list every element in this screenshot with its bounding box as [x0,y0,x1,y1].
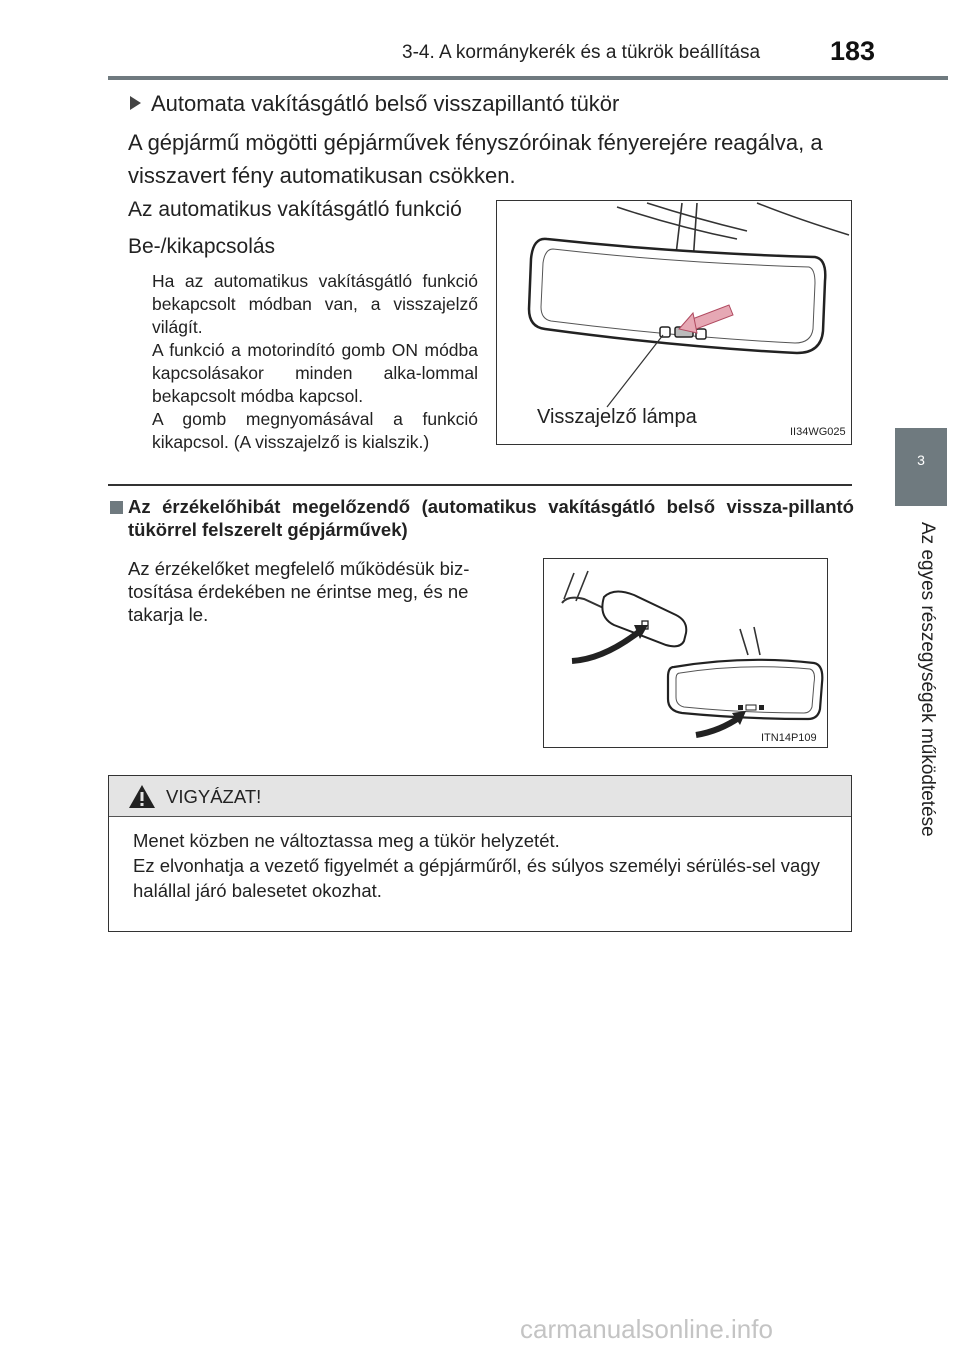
figure-code: ITN14P109 [761,732,817,744]
indicator-lamp-label: Visszajelző lámpa [537,406,697,428]
square-bullet-icon [110,501,123,514]
sensor-text: Az érzékelőket megfelelő működésük biz-tosítása érdekében ne érintse meg, és ne takarja le. [128,558,470,625]
mirror-heading [130,91,619,117]
sensor-drawing [544,559,826,746]
sensor-illustration [543,558,828,748]
caution-body [133,828,833,903]
chapter-number: 3 [917,452,925,468]
mirror-heading-text: Automata vakításgátló belső visszapillantó tükör [151,91,620,116]
switch-desc-line: A gomb megnyomásával a funkció kikapcsol. (A visszajelző is kialszik.) [152,409,478,452]
section-divider [108,484,852,486]
header-rule [108,76,948,80]
switch-desc-line: Ha az automatikus vakításgátló funkció bekapcsolt módban van, a visszajelző világít. [152,271,478,337]
figure-code: II34WG025 [790,426,846,438]
mirror-intro: A gépjármű mögötti gépjárművek fényszóróinak fényerejére reagálva, a visszavert fény automatikusan csökken. [128,130,823,188]
switch-description [152,270,478,454]
function-title: Az automatikus vakításgátló funkció [128,198,462,221]
chapter-title: Az egyes részegységek működtetése [917,522,938,837]
section-title: 3-4. A kormánykerék és a tükrök beállítása [402,42,761,63]
warning-icon [128,784,156,810]
caution-line: Ez elvonhatja a vezető figyelmét a gépjárműről, és súlyos személyi sérülés-sel vagy halállal járó balesetet okozhat. [133,855,820,901]
sensor-heading: Az érzékelőhibát megelőzendő (automatikus vakításgátló belső vissza-pillantó tükörrel felszerelt gépjárművek) [128,496,854,540]
switch-desc-line: A funkció a motorindító gomb ON módba kapcsolásakor minden alka-lommal bekapcsolt módba kapcsol. [152,340,478,406]
caution-title: VIGYÁZAT! [166,786,262,807]
triangle-bullet-icon [130,96,141,110]
page-number: 183 [830,36,876,66]
switch-label: Be-/kikapcsolás [128,235,276,258]
caution-line: Menet közben ne változtassa meg a tükör helyzetét. [133,830,560,851]
watermark: carmanualsonline.info [520,1314,773,1344]
